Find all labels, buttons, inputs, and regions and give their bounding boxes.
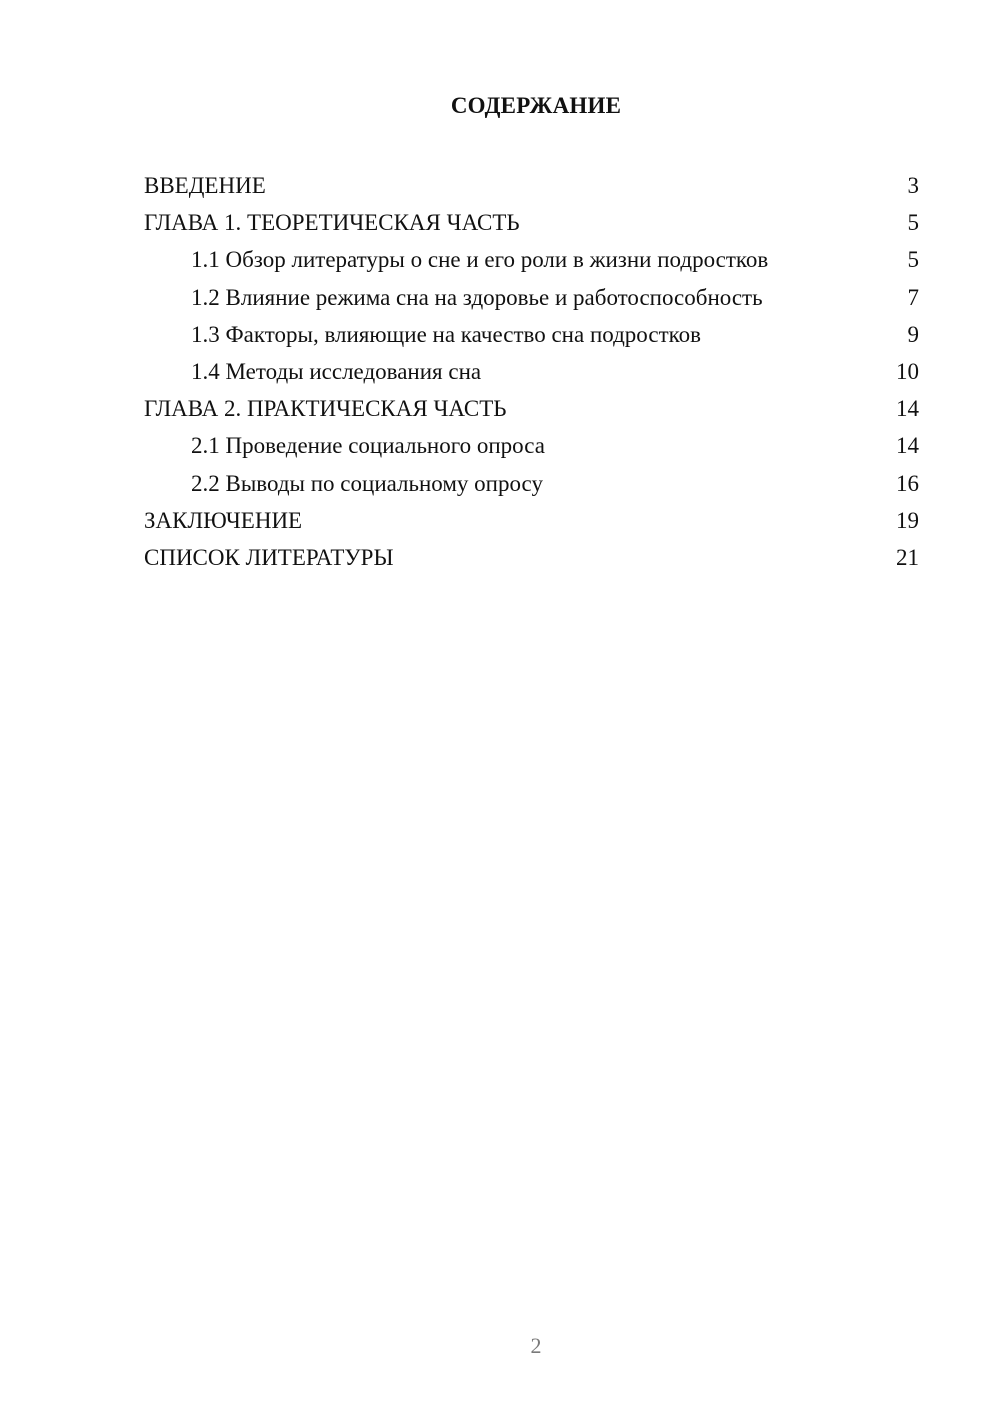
toc-entry-label: 2.2 Выводы по социальному опросу (191, 470, 543, 496)
toc-entry-section-1-3[interactable] (144, 316, 919, 353)
toc-entry-page: 5 (907, 210, 919, 236)
toc-entry-page: 3 (907, 173, 919, 198)
toc-entry-label: 1.3 Факторы, влияющие на качество сна подростков (191, 321, 701, 347)
toc-title: СОДЕРЖАНИЕ (450, 93, 622, 118)
table-of-contents (144, 167, 919, 576)
toc-entry-references[interactable] (144, 539, 919, 576)
toc-entry-page: 16 (896, 470, 919, 496)
toc-entry-page: 21 (896, 544, 919, 570)
toc-entry-introduction[interactable] (144, 167, 919, 204)
toc-entry-label: ГЛАВА 2. ПРАКТИЧЕСКАЯ ЧАСТЬ (144, 396, 507, 422)
toc-entry-section-2-2[interactable] (144, 465, 919, 502)
toc-entry-page: 10 (896, 358, 919, 384)
toc-entry-chapter-2[interactable] (144, 390, 919, 427)
toc-entry-label: 1.4 Методы исследования сна (191, 358, 482, 384)
toc-entry-label: 2.1 Проведение социального опроса (191, 433, 545, 459)
toc-entry-section-2-1[interactable] (144, 427, 919, 464)
toc-entry-label: ГЛАВА 1. ТЕОРЕТИЧЕСКАЯ ЧАСТЬ (144, 210, 520, 236)
toc-entry-section-1-4[interactable] (144, 353, 919, 390)
page-number: 2 (530, 1333, 542, 1358)
toc-entry-label: СПИСОК ЛИТЕРАТУРЫ (144, 544, 394, 570)
toc-entry-section-1-1[interactable] (144, 241, 919, 278)
toc-entry-chapter-1[interactable] (144, 204, 919, 241)
toc-entry-page: 7 (907, 284, 919, 310)
toc-entry-label: 1.1 Обзор литературы о сне и его роли в жизни подростков (191, 247, 769, 273)
toc-entry-page: 14 (896, 433, 919, 459)
toc-entry-page: 9 (907, 321, 919, 347)
toc-entry-page: 14 (896, 396, 919, 422)
toc-entry-label: ЗАКЛЮЧЕНИЕ (144, 507, 303, 533)
toc-entry-section-1-2[interactable] (144, 279, 919, 316)
toc-entry-conclusion[interactable] (144, 502, 919, 539)
toc-entry-page: 19 (896, 507, 919, 533)
toc-entry-page: 5 (907, 247, 919, 273)
toc-entry-label: 1.2 Влияние режима сна на здоровье и работоспособность (191, 284, 763, 310)
toc-entry-label: ВВЕДЕНИЕ (144, 173, 266, 198)
